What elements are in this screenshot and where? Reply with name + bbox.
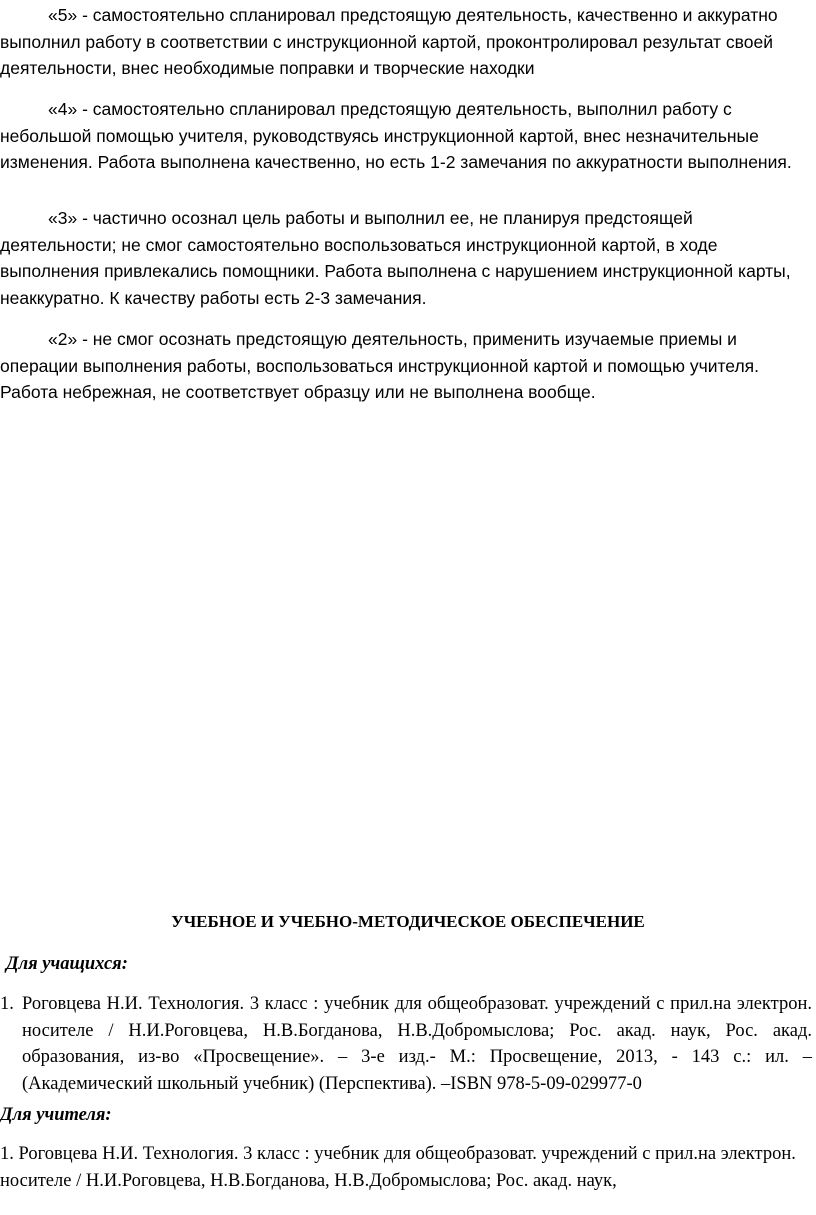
list-number: 1. [0,994,14,1014]
criterion-grade-3 [0,205,812,311]
criterion-text: - самостоятельно спланировал предстоящую деятельность, выполнил работу с небольшой помощью учителя, руководствуясь инструкционной картой, внес незначительные изменения. Работа выполнена качественно, но есть 1-2 замечания по аккуратности выполнения. [0,99,792,172]
teacher-label: Для учителя: [0,1105,112,1125]
criterion-text: - не смог осознать предстоящую деятельность, применить изучаемые приемы и операции выполнения работы, воспользоваться инструкционной картой и помощью учителя. Работа небрежная, не соответствует образцу или не выполнена вообще. [0,329,760,402]
students-label: Для учащихся: [6,954,128,974]
section-heading: УЧЕБНОЕ И УЧЕБНО-МЕТОДИЧЕСКОЕ ОБЕСПЕЧЕНИЕ [171,912,645,931]
criterion-grade-label: «2» [48,329,78,349]
criterion-text: - частично осознал цель работы и выполнил ее, не планируя предстоящей деятельности; не смог самостоятельно воспользоваться инструкционной картой, в ходе выполнения привлекались помощники. Работа выполнена с нарушением инструкционной карты, неаккуратно. К качеству работы есть 2-3 замечания. [0,208,791,308]
students-book-entry [0,991,812,1097]
criterion-grade-5 [0,2,812,82]
book-citation: Роговцева Н.И. Технология. 3 класс : учебник для общеобразоват. учреждений с прил.на электрон. носителе / Н.И.Роговцева, Н.В.Богданова, Н.В.Добромыслова; Рос. акад. наук, Рос. акад. образования, из-во «Просвещение». – 3-е изд.- М.: Просвещение, 2013, - 143 с.: ил. – (Академический школьный учебник) (Перспектива). –ISBN 978-5-09-029977-0 [22,994,812,1094]
criterion-grade-label: «4» [48,99,78,119]
teacher-book-entry: 1. Роговцева Н.И. Технология. 3 класс : учебник для общеобразоват. учреждений с прил.на электрон. носителе / Н.И.Роговцева, Н.В.Богданова, Н.В.Добромыслова; Рос. акад. наук, [0,1144,796,1191]
criterion-text: - самостоятельно спланировал предстоящую деятельность, качественно и аккуратно выполнил работу в соответствии с инструкционной картой, проконтролировал результат своей деятельности, внес необходимые поправки и творческие находки [0,5,778,78]
criterion-grade-2 [0,326,812,406]
criterion-grade-label: «3» [48,208,78,228]
criterion-grade-label: «5» [48,5,78,25]
criterion-grade-4 [0,96,812,176]
